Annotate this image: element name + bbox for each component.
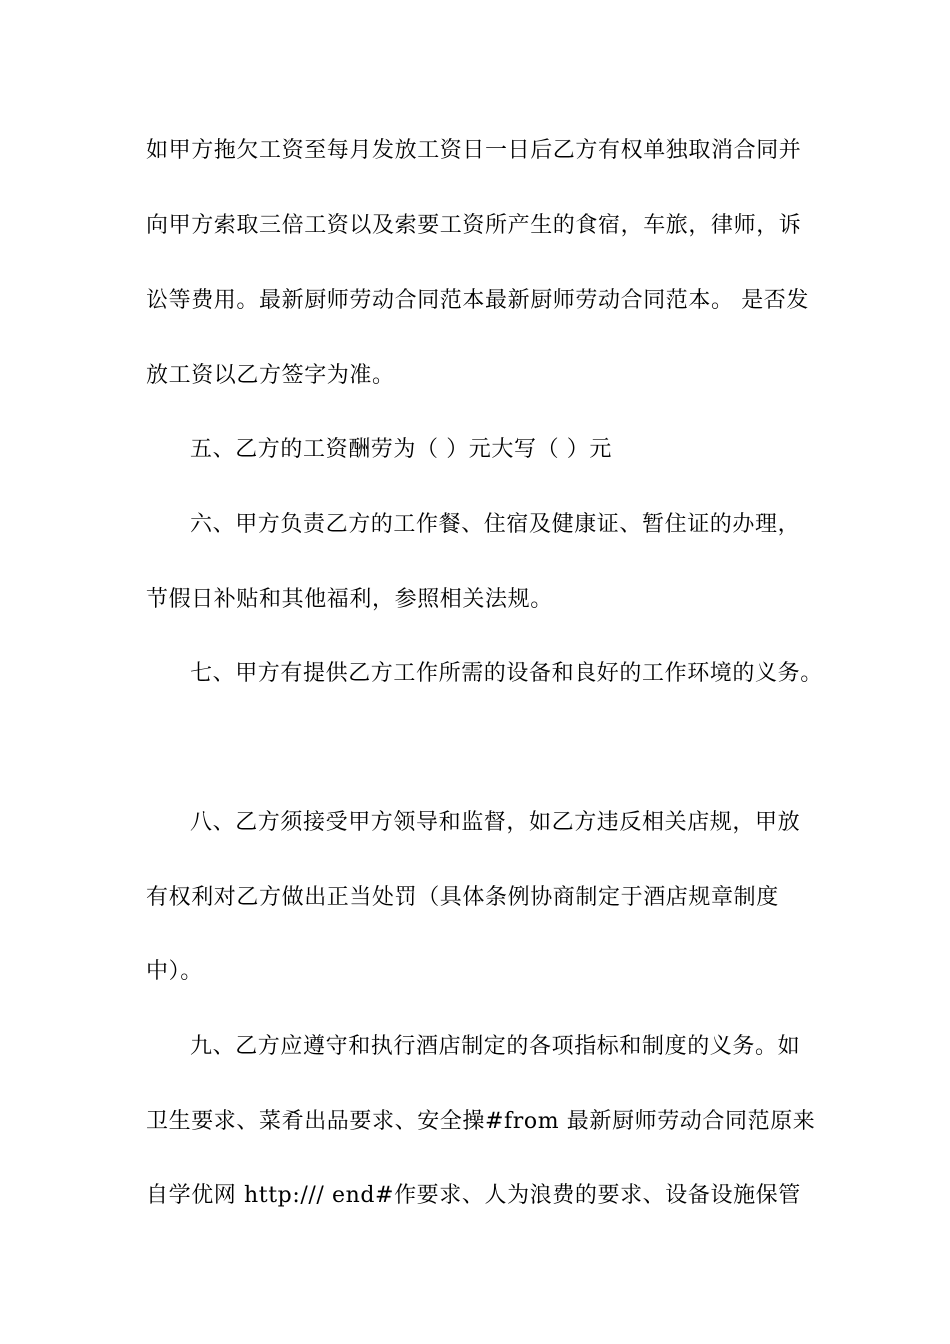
clause-seven: 七、甲方有提供乙方工作所需的设备和良好的工作环境的义务。 [190,661,823,686]
paragraph-line: 卫生要求、菜肴出品要求、安全操#from 最新厨师劳动合同范原来 [146,1109,816,1134]
clause-eight: 八、乙方须接受甲方领导和监督，如乙方违反相关店规，甲放 [190,810,801,835]
paragraph-line: 放工资以乙方签字为准。 [146,363,395,388]
paragraph-line: 中）。 [146,959,203,984]
clause-nine: 九、乙方应遵守和执行酒店制定的各项指标和制度的义务。如 [190,1034,801,1059]
clause-six: 六、甲方负责乙方的工作餐、住宿及健康证、暂住证的办理， [190,512,801,537]
paragraph-line: 如甲方拖欠工资至每月发放工资日一日后乙方有权单独取消合同并 [146,138,802,163]
paragraph-line: 节假日补贴和其他福利，参照相关法规。 [146,587,553,612]
paragraph-line: 有权利对乙方做出正当处罚（具体条例协商制定于酒店规章制度 [146,885,779,910]
paragraph-line: 讼等费用。最新厨师劳动合同范本最新厨师劳动合同范本。 是否发 [146,288,809,313]
paragraph-line: 自学优网 http:/// end#作要求、人为浪费的要求、设备设施保管 [146,1183,801,1208]
clause-five: 五、乙方的工资酬劳为（ ）元大写（ ）元 [190,437,612,462]
paragraph-line: 向甲方索取三倍工资以及索要工资所产生的食宿，车旅，律师，诉 [146,213,802,238]
